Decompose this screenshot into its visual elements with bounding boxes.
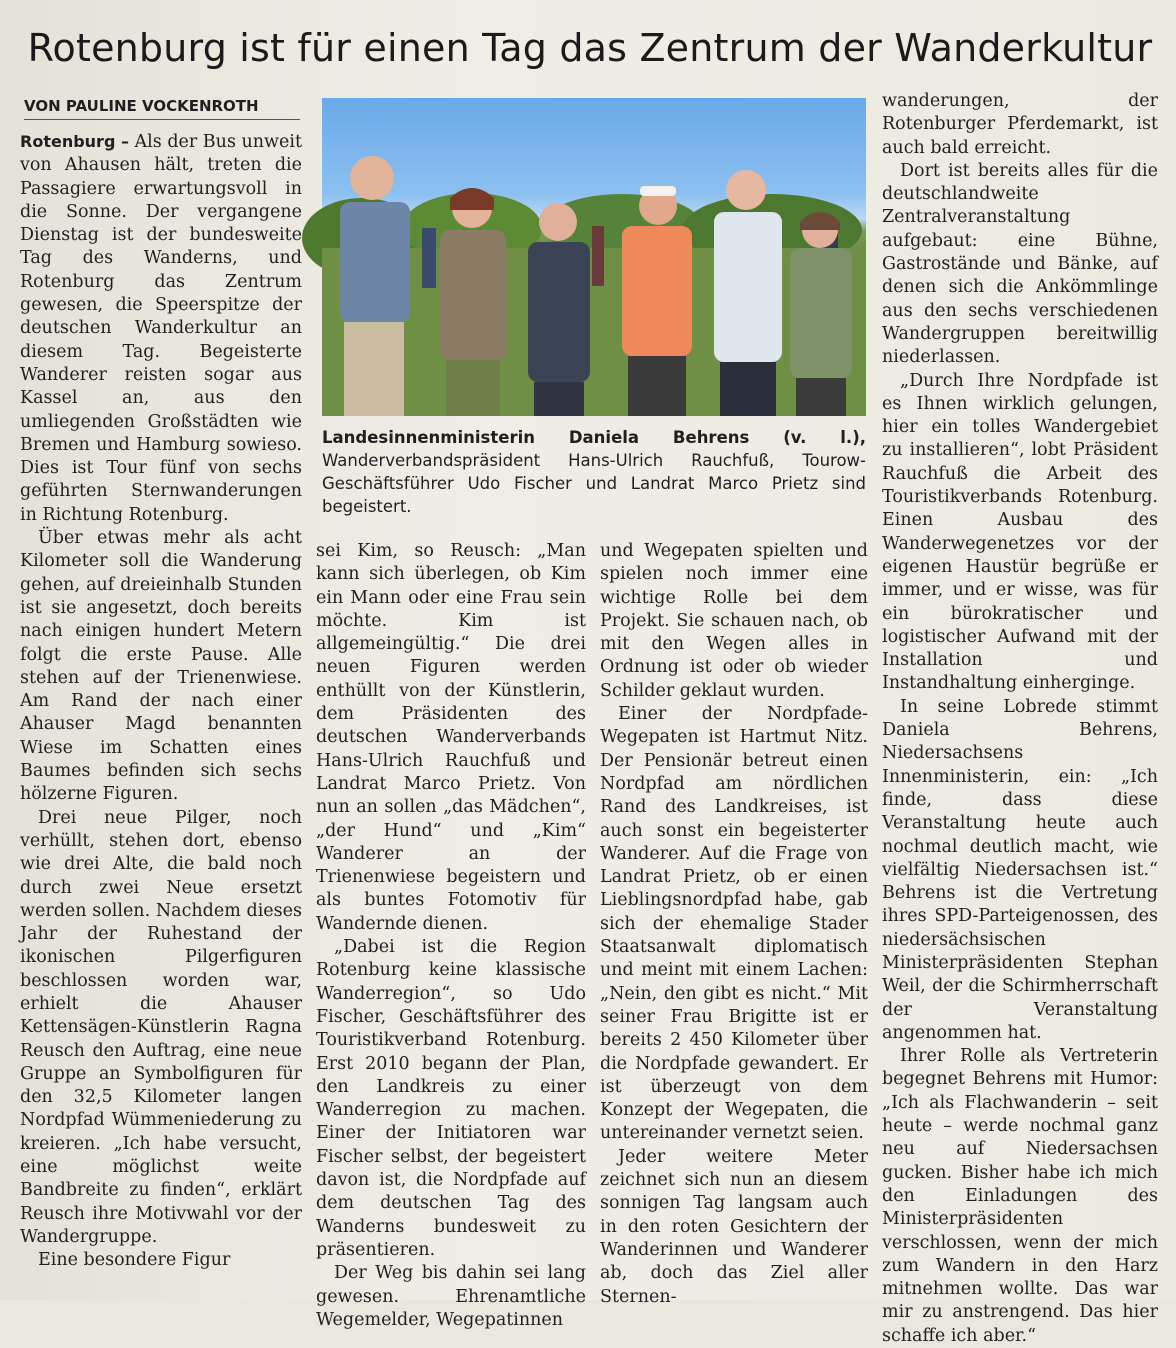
article-column-4 xyxy=(882,90,1158,1346)
paragraph: und Wegepaten spielten und spielen noch immer eine wichtige Rolle bei dem Projekt. Sie schauen nach, ob mit den Wegen alles in Ordnung ist oder ob wieder Schilder geklaut wurden. xyxy=(600,541,868,701)
paragraph: „Durch Ihre Nordpfade ist es Ihnen wirklich gelungen, hier ein tolles Wandergebiet zu installieren“, lobt Präsident Rauchfuß die Arbeit des Touristikverbands Rotenburg. Einen Ausbau des Wanderwegenetzes vor der eigenen Haustür begrüße er immer, und er wisse, was für ein bürokratischer und logistischer Aufwand mit der Installation und Instandhaltung einherginge. xyxy=(882,370,1158,694)
group-photo-illustration xyxy=(322,98,866,416)
paragraph-text: Als der Bus unweit von Ahausen hält, treten die Passagiere erwartungsvoll in die Sonne. Der vergangene Dienstag ist der bundesweite Tag des Wanderns, und Rotenburg das Zentrum gewesen, die Speerspitze der deutschen Wanderkultur an diesem Tag. Begeisterte Wanderer reisten sogar aus Kassel an, aus den umliegenden Großstädten wie Bremen und Hamburg sowieso. Dies ist Tour fünf von sechs geführten Sternwanderungen in Richtung Rotenburg. xyxy=(20,132,302,525)
dateline: Rotenburg – xyxy=(20,132,129,151)
group-photo xyxy=(322,98,866,416)
headline: Rotenburg ist für einen Tag das Zentrum der Wanderkultur xyxy=(27,26,1153,70)
caption-bold: Landesinnenministerin Daniela Behrens (v. l.), xyxy=(322,428,866,447)
caption-text: Wanderverbandspräsident Hans-Ulrich Rauchfuß, Tourow-Geschäftsführer Udo Fischer und Landrat Marco Prietz sind begeistert. xyxy=(322,451,866,516)
paragraph xyxy=(20,130,302,527)
paragraph: Einer der Nordpfade-Wegepaten ist Hartmut Nitz. Der Pensionär betreut einen Nordpfad am nördlichen Rand des Landkreises, ist auch sonst ein begeisterter Wanderer. Auf die Frage von Landrat Prietz, ob er einen Lieblingsnordpfad habe, gab sich der ehemalige Stader Staatsanwalt diplomatisch und meint mit einem Lachen: „Nein, den gibt es nicht.“ Mit seiner Frau Brigitte ist er bereits 2 450 Kilometer über die Nordpfade gewandert. Er ist überzeugt von dem Konzept der Wegepaten, die untereinander vernetzt seien. xyxy=(600,704,868,1144)
paragraph: Jeder weitere Meter zeichnet sich nun an diesem sonnigen Tag langsam auch in den roten Gesichtern der Wanderinnen und Wanderer ab, doch das Ziel aller Sternen- xyxy=(600,1146,868,1307)
paragraph: „Dabei ist die Region Rotenburg keine klassische Wanderregion“, so Udo Fischer, Geschäftsführer des Touristikverband Rotenburg. Erst 2010 begann der Plan, den Landkreis zu einer Wanderregion zu machen. Einer der Initiatoren war Fischer selbst, der begeistert davon ist, die Nordpfade auf dem deutschen Tag des Wanderns bundesweit zu präsentieren. xyxy=(316,937,586,1260)
paragraph: wanderungen, der Rotenburger Pferdemarkt, ist auch bald erreicht. xyxy=(882,91,1158,158)
paragraph: Dort ist bereits alles für die deutschlandweite Zentralveranstaltung aufgebaut: eine Bühne, Gastrostände und Bänke, auf denen sich die Ankömmlinge aus den sechs verschiedenen Wandergruppen bereitwillig niederlassen. xyxy=(882,160,1158,368)
article-column-3 xyxy=(600,540,868,1307)
article-column-2 xyxy=(316,540,586,1330)
paragraph: Eine besondere Figur xyxy=(38,1250,231,1271)
paragraph: Der Weg bis dahin sei lang gewesen. Ehrenamtliche Wegemelder, Wegepatinnen xyxy=(316,1263,586,1330)
article-column-1 xyxy=(20,130,302,1300)
paragraph: sei Kim, so Reusch: „Man kann sich überlegen, ob Kim ein Mann oder eine Frau sein möchte. Kim ist allgemeingültig.“ Die drei neuen Figuren werden enthüllt von der Künstlerin, dem Präsidenten des deutschen Wanderverbands Hans-Ulrich Rauchfuß und Landrat Marco Prietz. Von nun an sollen „das Mädchen“, „der Hund“ und „Kim“ Wanderer an der Trienenwiese begeistern und als buntes Fotomotiv für Wandernde dienen. xyxy=(316,541,586,934)
photo-caption xyxy=(322,426,866,518)
paragraph: Ihrer Rolle als Vertreterin begegnet Behrens mit Humor: „Ich als Flachwanderin – seit heute – werde nochmal ganz neu auf Niedersachsen gucken. Bisher habe ich mich den Einladungen des Ministerpräsidenten verschlossen, wenn der mich zum Wandern in den Harz mitnehmen wollte. Das war mir zu anstrengend. Das hier schaffe ich aber.“ xyxy=(882,1046,1158,1346)
paragraph: In seine Lobrede stimmt Daniela Behrens, Niedersachsens Innenministerin, ein: „Ich finde, dass diese Veranstaltung heute auch nochmal deutlich macht, wie vielfältig Niedersachsen ist.“ Behrens ist die Vertretung ihres SPD-Parteigenossen, des niedersächsischen Ministerpräsidenten Stephan Weil, der die Schirmherrschaft der Veranstaltung angenommen hat. xyxy=(882,696,1158,1043)
byline: VON PAULINE VOCKENROTH xyxy=(24,96,300,120)
paragraph: Über etwas mehr als acht Kilometer soll die Wanderung gehen, auf dreieinhalb Stunden ist sie angesetzt, doch bereits nach einigen hundert Metern folgt die erste Pause. Alle stehen auf der Trienenwiese. Am Rand der nach einer Ahauser Magd benannten Wiese im Schatten eines Baumes befinden sich sechs hölzerne Figuren. xyxy=(20,528,302,805)
paragraph: Drei neue Pilger, noch verhüllt, stehen dort, ebenso wie drei Alte, die bald noch durch zwei Neue ersetzt werden sollen. Nachdem dieses Jahr der Ruhestand der ikonischen Pilgerfiguren beschlossen worden war, erhielt die Ahauser Kettensägen-Künstlerin Ragna Reusch den Auftrag, eine neue Gruppe an Symbolfiguren für den 32,5 Kilometer langen Nordpfad Wümmeniederung zu kreieren. „Ich habe versucht, eine möglichst weite Bandbreite zu finden“, erklärt Reusch ihre Motivwahl vor der Wandergruppe. xyxy=(20,807,302,1247)
